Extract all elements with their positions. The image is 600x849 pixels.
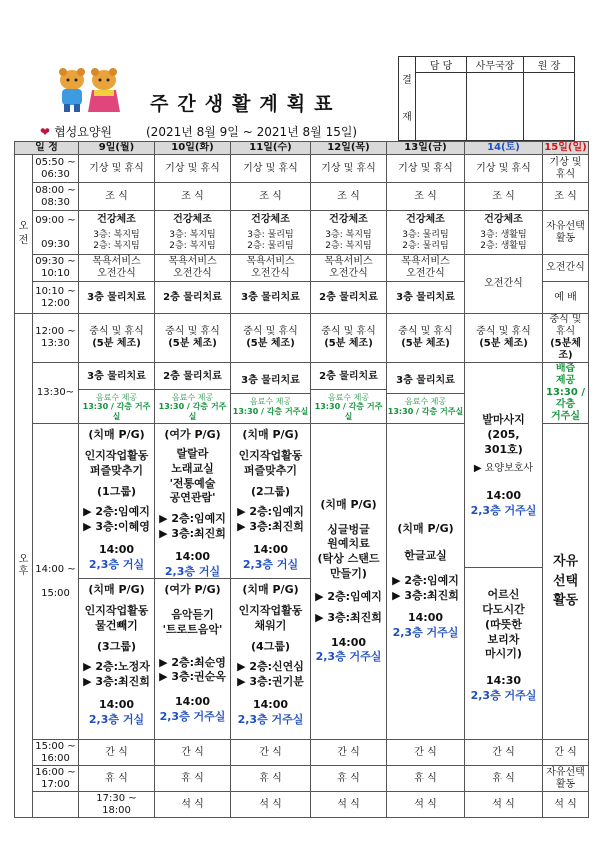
activity-cell: 목욕서비스 오전간식 [311,255,387,282]
schedule-row [15,211,589,255]
time-cell: 10:10 ~ 12:00 [33,282,79,314]
time-cell: 15:00 ~ 16:00 [33,740,79,766]
activity-cell: 3층 물리치료 [79,282,155,314]
schedule-row [15,155,589,183]
activity-cell: 간 식 [465,740,543,766]
time-cell: 16:00 ~ 17:00 [33,766,79,792]
activity-cell: 조 식 [465,183,543,211]
activity-cell: 기상 및 휴식 [387,155,465,183]
activity-cell: 휴 식 [311,766,387,792]
approval-box [398,56,575,141]
activity-cell: 3층 물리치료 음료수 제공 13:30 / 각층 거주실 [387,363,465,424]
signature-slot [416,73,467,141]
activity-cell: 중식 및 휴식 (5분 체조) [387,314,465,363]
organization-name [40,123,112,140]
time-cell: 12:00 ~ 13:30 [33,314,79,363]
schedule-row [15,766,589,792]
activity-cell: 건강체조 3층: 복지팀 2층: 복지팀 [79,211,155,255]
activity-cell: 배즙 제공 13:30 / 각층 거주실 [543,363,589,424]
activity-cell: 기상 및 휴식 [543,155,589,183]
schedule-row [15,363,589,424]
time-cell: 14:00 ~ 15:00 [33,424,79,740]
activity-cell: 3층 물리치료 [231,282,311,314]
activity-cell: 휴 식 [465,766,543,792]
activity-cell: 오전간식 [543,255,589,282]
signature-slot [524,73,575,141]
activity-cell: 중식 및 휴식 (5분 체조) [465,314,543,363]
page-title: 주간생활계획표 [150,93,342,115]
activity-cell: 석 식 [155,792,231,818]
activity-cell: 중식 및 휴식 (5분 체조) [231,314,311,363]
program-cell: 발마사지 (205, 301호) ▶ 요양보호사 14:00 2,3층 거주실 어르신 다도시간 (따뜻한 보리차 마시기) 14:30 2,3층 거주실 [465,363,543,740]
day-header: 15일(일) [544,142,587,153]
program-cell: (치매 P/G) 싱글벙글 원예치료 (탁상 스탠드 만들기) ▶ 2층:임예지 ▶ 3층:최진희 14:00 2,3층 거주실 [311,424,387,740]
schedule-table [14,141,589,818]
activity-cell: 2층 물리치료 [155,282,231,314]
activity-cell: 조 식 [387,183,465,211]
schedule-row [15,314,589,363]
activity-cell: 건강체조 3층: 복지팀 2층: 복지팀 [155,211,231,255]
schedule-row [15,740,589,766]
activity-cell: 목욕서비스 오전간식 [79,255,155,282]
org-label: 협성요양원 [54,125,113,139]
day-header: 10일(화) [155,142,231,155]
approval-role: 원 장 [524,57,575,73]
pm-label-spacer [33,792,79,818]
activity-cell: 중식 및 휴식 (5분체조) [543,314,589,363]
activity-cell: 간 식 [79,740,155,766]
day-header: 14(토) [465,142,543,155]
activity-cell: 2층 물리치료 음료수 제공 13:30 / 각층 거주실 [155,363,231,424]
activity-cell: 휴 식 [155,766,231,792]
program-cell: (여가 P/G) 랄랄라 노래교실 '전통예술 공연관람' ▶ 2층:임예지 ▶ 3층:최진희 14:00 2,3층 거실 (여가 P/G) 음악듣기 '트로트음악' ▶ 2층:최순영 ▶ 3층:권순옥 14:00 2,3층 거주실 [155,424,231,740]
activity-cell: 기상 및 휴식 [231,155,311,183]
activity-cell: 간 식 [543,740,589,766]
activity-cell: 석 식 [465,792,543,818]
activity-cell: 간 식 [311,740,387,766]
activity-cell: 3층 물리치료 음료수 제공 13:30 / 각층 거주실 [231,363,311,424]
approval-label: 결 재 [399,57,416,141]
schedule-row [15,255,589,282]
activity-cell: 석 식 [311,792,387,818]
activity-cell: 자유선택 활동 [543,766,589,792]
activity-cell: 간 식 [231,740,311,766]
activity-cell: 휴 식 [79,766,155,792]
activity-cell: 조 식 [79,183,155,211]
activity-cell: 2층 물리치료 [311,282,387,314]
activity-cell: 석 식 [543,792,589,818]
activity-cell: 조 식 [231,183,311,211]
schedule-header: 일 정 [15,142,79,155]
header-row [15,142,589,155]
activity-cell: 예 배 [543,282,589,314]
activity-cell: 석 식 [231,792,311,818]
program-cell: (치매 P/G) 인지작업활동 퍼즐맞추기 (1그룹) ▶ 2층:임예지 ▶ 3층:이혜영 14:00 2,3층 거실 (치매 P/G) 인지작업활동 물건빼기 (3그룹) ▶ 2층:노정자 ▶ 3층:최진희 14:00 2,3층 거실 [79,424,155,740]
time-cell: 08:00 ~ 08:30 [33,183,79,211]
time-cell: 09:00 ~ 09:30 [33,211,79,255]
time-cell: 13:30~ [33,363,79,424]
activity-cell: 조 식 [311,183,387,211]
activity-cell: 석 식 [387,792,465,818]
heart-icon: ❤ [40,125,51,139]
activity-cell: 기상 및 휴식 [465,155,543,183]
activity-cell: 간 식 [387,740,465,766]
activity-cell: 휴 식 [387,766,465,792]
activity-cell: 조 식 [155,183,231,211]
activity-cell: 중식 및 휴식 (5분 체조) [79,314,155,363]
activity-cell: 건강체조 3층: 물리팀 2층: 물리팀 [387,211,465,255]
mascot-logo [54,66,124,116]
day-header: 13일(금) [387,142,465,155]
activity-cell: 중식 및 휴식 (5분 체조) [155,314,231,363]
program-cell: 자유 선택 활동 [543,424,589,740]
activity-cell: 기상 및 휴식 [79,155,155,183]
activity-cell: 기상 및 휴식 [311,155,387,183]
activity-cell: 목욕서비스 오전간식 [387,255,465,282]
signature-slot [467,73,524,141]
activity-cell: 건강체조 3층: 생활팀 2층: 생활팀 [465,211,543,255]
time-cell: 09:30 ~ 10:10 [33,255,79,282]
activity-cell: 간 식 [155,740,231,766]
program-cell: (치매 P/G) 한글교실 ▶ 2층:임예지 ▶ 3층:최진희 14:00 2,3층 거주실 [387,424,465,740]
activity-cell: 목욕서비스 오전간식 [231,255,311,282]
program-cell: (치매 P/G) 인지작업활동 퍼즐맞추기 (2그룹) ▶ 2층:임예지 ▶ 3층:최진희 14:00 2,3층 거실 (치매 P/G) 인지작업활동 채워기 (4그룹) ▶ 2층:신연심 ▶ 3층:권기분 14:00 2,3층 거주실 [231,424,311,740]
activity-cell: 휴 식 [231,766,311,792]
activity-cell: 건강체조 3층: 복지팀 2층: 복지팀 [311,211,387,255]
activity-cell: 3층 물리치료 [387,282,465,314]
time-cell: 05:50 ~ 06:30 [33,155,79,183]
activity-cell: 목욕서비스 오전간식 [155,255,231,282]
day-header: 12일(목) [311,142,387,155]
activity-cell: 중식 및 휴식 (5분 체조) [311,314,387,363]
activity-cell: 자유선택 활동 [543,211,589,255]
day-header: 11일(수) [231,142,311,155]
activity-cell: 조 식 [543,183,589,211]
schedule-row [15,183,589,211]
day-header: 9일(월) [79,142,155,155]
am-label: 오전 [15,155,33,314]
activity-cell: 오전간식 [465,255,543,314]
activity-cell: 기상 및 휴식 [155,155,231,183]
pm-label: 오후 [15,314,33,818]
approval-role: 사무국장 [467,57,524,73]
activity-cell: 2층 물리치료 음료수 제공 13:30 / 각층 거주실 [311,363,387,424]
time-cell: 17:30 ~ 18:00 [79,792,155,818]
activity-cell: 3층 물리치료 음료수 제공 13:30 / 각층 거주실 [79,363,155,424]
period-label: (2021년 8월 9일 ~ 2021년 8월 15일) [146,125,358,139]
approval-role: 담 당 [416,57,467,73]
activity-cell: 건강체조 3층: 물리팀 2층: 물리팀 [231,211,311,255]
schedule-row [15,792,589,818]
